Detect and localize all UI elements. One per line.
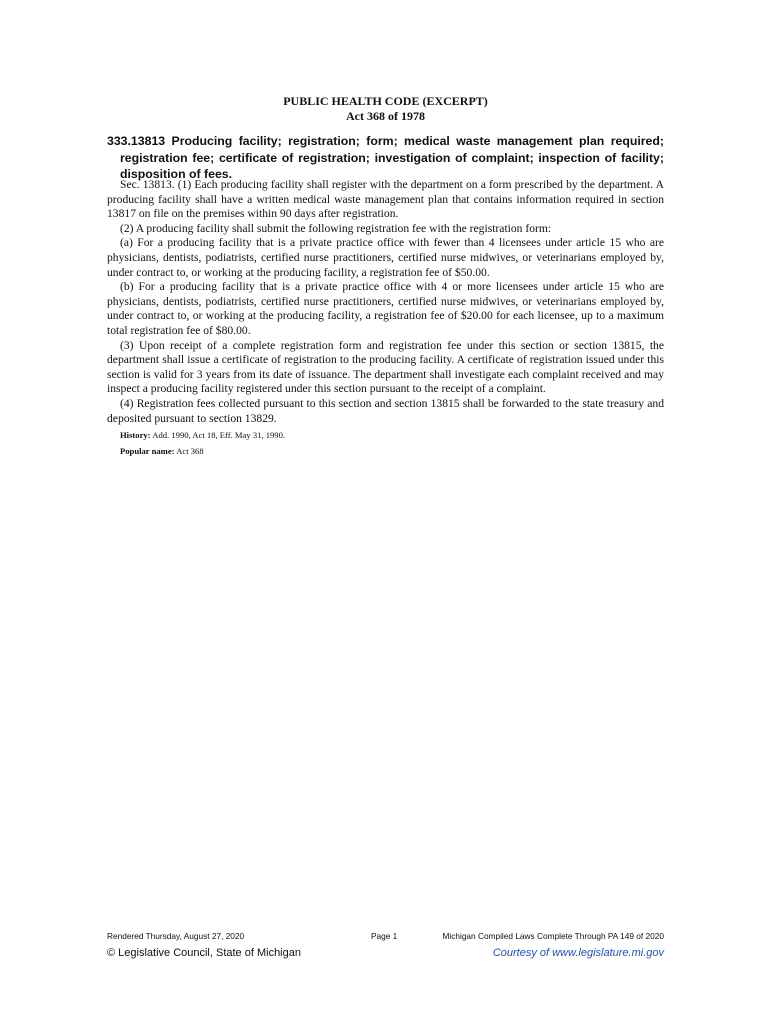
rendered-date: Rendered Thursday, August 27, 2020	[107, 931, 245, 941]
popular-name-value: Act 368	[176, 446, 204, 457]
paragraph-1: Sec. 13813. (1) Each producing facility shall register with the department on a form prescribed by the department. A producing facility shall have a written medical waste management plan that contains information required in section 13817 on file on the premises within 90 days after registration.	[107, 178, 664, 221]
document-title: PUBLIC HEALTH CODE (EXCERPT)	[283, 94, 488, 108]
section-heading: 333.13813 Producing facility; registration; form; medical waste management plan required; registration fee; certificate of registration; investigation of complaint; inspection of facility; disposition of fees.	[107, 134, 664, 181]
copyright-notice: © Legislative Council, State of Michigan	[107, 947, 301, 959]
footer-credit-row	[107, 945, 664, 961]
courtesy-link[interactable]: Courtesy of www.legislature.mi.gov	[492, 947, 664, 959]
history-value: Add. 1990, Act 18, Eff. May 31, 1990.	[152, 430, 286, 441]
paragraph-2a: (a) For a producing facility that is a private practice office with fewer than 4 licensees under article 15 who are physicians, dentists, podiatrists, certified nurse practitioners, certified nurse midwives, or veterinarians employed by, under contract to, or working at the producing facility, a registration fee of $50.00.	[107, 236, 664, 279]
paragraph-2: (2) A producing facility shall submit the following registration fee with the registration form:	[120, 221, 552, 235]
footer-info-row	[107, 930, 664, 942]
section-body	[107, 178, 664, 457]
history-label: History:	[120, 430, 151, 441]
history-note	[120, 430, 664, 441]
paragraph-3: (3) Upon receipt of a complete registration form and registration fee under this section or section 13815, the department shall issue a certificate of registration to the producing facility. A certificate of registration issued under this section is valid for 3 years from its date of issuance. The department shall investigate each complaint received and may inspect a producing facility registered under this section pursuant to the receipt of a complaint.	[107, 338, 664, 396]
page-number: Page 1	[371, 931, 398, 941]
document-page	[107, 0, 664, 1024]
popular-name-label: Popular name:	[120, 446, 175, 457]
popular-name-note	[120, 446, 664, 457]
paragraph-4: (4) Registration fees collected pursuant to this section and section 13815 shall be forwarded to the state treasury and deposited pursuant to section 13829.	[107, 396, 664, 425]
document-header	[107, 94, 664, 124]
act-number: Act 368 of 1978	[346, 109, 425, 123]
paragraph-2b: (b) For a producing facility that is a private practice office with 4 or more licensees under article 15 who are physicians, dentists, podiatrists, certified nurse practitioners, certified nurse midwives, or veterinarians employed by, under contract to, or working at the producing facility, a registration fee of $20.00 for each licensee, up to a maximum total registration fee of $80.00.	[107, 280, 664, 337]
compiled-laws-note: Michigan Compiled Laws Complete Through PA 149 of 2020	[442, 931, 664, 941]
